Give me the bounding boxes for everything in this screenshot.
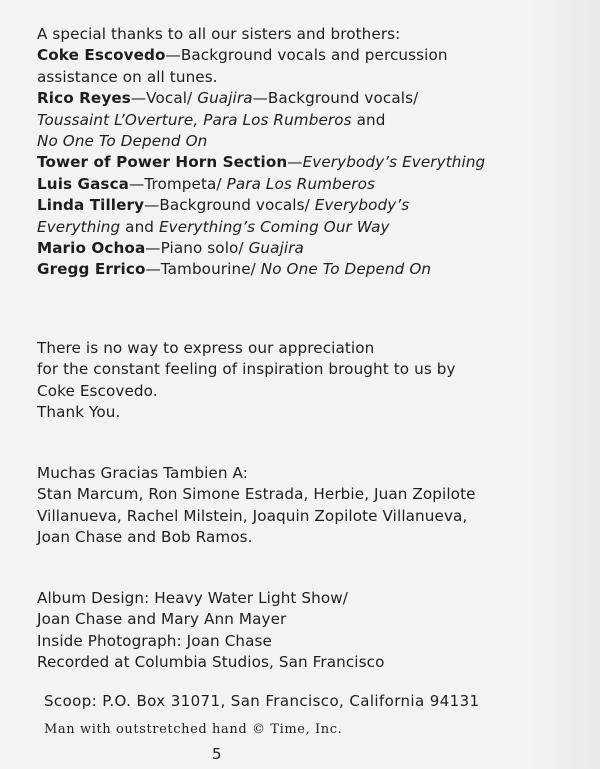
song-title: Toussaint L’Overture, Para Los Rumberos [37,110,352,129]
album-credits-paragraph [37,588,597,674]
credit-role: Vocal/ [146,89,198,108]
paragraph-line: Album Design: Heavy Water Light Show/ [37,589,349,607]
song-title: Guajira [197,89,253,108]
paragraph-line: Joan Chase and Bob Ramos. [37,528,253,547]
credit-role: Piano solo/ [160,239,249,258]
credit-line: assistance on all tunes. [37,67,218,86]
paragraph-line: Inside Photograph: Joan Chase [37,631,272,650]
paragraph-line: Muchas Gracias Tambien A: [37,464,248,482]
song-title: Everybody’s [314,196,410,215]
credit-name: Gregg Errico [37,260,146,279]
credit-name: Coke Escovedo [37,46,166,65]
credit-role: Tambourine/ [160,260,261,279]
paragraph-line: Joan Chase and Mary Ann Mayer [37,610,287,629]
credit-line: Mario Ochoa—Piano solo/ Guajira [37,239,304,258]
song-title: Everything’s Coming Our Way [158,217,390,236]
credit-line: Toussaint L’Overture, Para Los Rumberos and [37,110,386,129]
page-number: 5 [212,745,222,763]
credit-line: Coke Escovedo—Background vocals and percussion [37,46,448,65]
paragraph-line: Thank You. [37,403,121,422]
credit-role: —Background vocals/ [252,89,419,108]
credit-line: Gregg Errico—Tambourine/ No One To Depend On [37,260,432,279]
paragraph-line: There is no way to express our appreciation [37,339,375,357]
song-title: Para Los Rumberos [226,174,376,193]
special-thanks-section [37,24,597,281]
credit-line: Everything and Everything’s Coming Our Way [37,217,390,236]
appreciation-paragraph [37,338,597,424]
song-title: No One To Depend On [260,260,432,279]
credit-line: Tower of Power Horn Section—Everybody’s Everything [37,153,486,172]
song-title: Guajira [248,239,304,258]
credit-role: Background vocals/ [159,196,315,215]
credit-line: Luis Gasca—Trompeta/ Para Los Rumberos [37,174,376,193]
credit-line: Rico Reyes—Vocal/ Guajira—Background vocals/ [37,89,419,108]
credit-role: Background vocals and percussion [180,46,448,65]
gracias-paragraph [37,463,597,549]
paragraph-line: Stan Marcum, Ron Simone Estrada, Herbie, Juan Zopilote [37,485,476,504]
credit-name: Luis Gasca [37,174,130,193]
thanks-heading: A special thanks to all our sisters and brothers: [37,25,401,43]
credit-line [37,131,597,152]
credit-name: Mario Ochoa [37,239,146,258]
photo-copyright: Man with outstretched hand © Time, Inc. [44,722,343,737]
credit-line: Linda Tillery—Background vocals/ Everybody’s [37,196,410,215]
credit-name: Linda Tillery [37,196,145,215]
paragraph-line: Villanueva, Rachel Milstein, Joaquin Zopilote Villanueva, [37,506,468,525]
song-title: Everybody’s Everything [302,153,486,172]
scoop-address: Scoop: P.O. Box 31071, San Francisco, California 94131 [44,692,480,710]
paragraph-line: for the constant feeling of inspiration brought to us by [37,360,456,379]
credit-name: Tower of Power Horn Section [37,153,288,172]
credit-name: Rico Reyes [37,89,131,108]
paragraph-line: Recorded at Columbia Studios, San Francisco [37,653,385,672]
credit-role: Trompeta/ [144,174,227,193]
song-title: No One To Depend On [37,132,208,151]
paragraph-line: Coke Escovedo. [37,381,158,400]
song-title: Everything [37,217,121,236]
